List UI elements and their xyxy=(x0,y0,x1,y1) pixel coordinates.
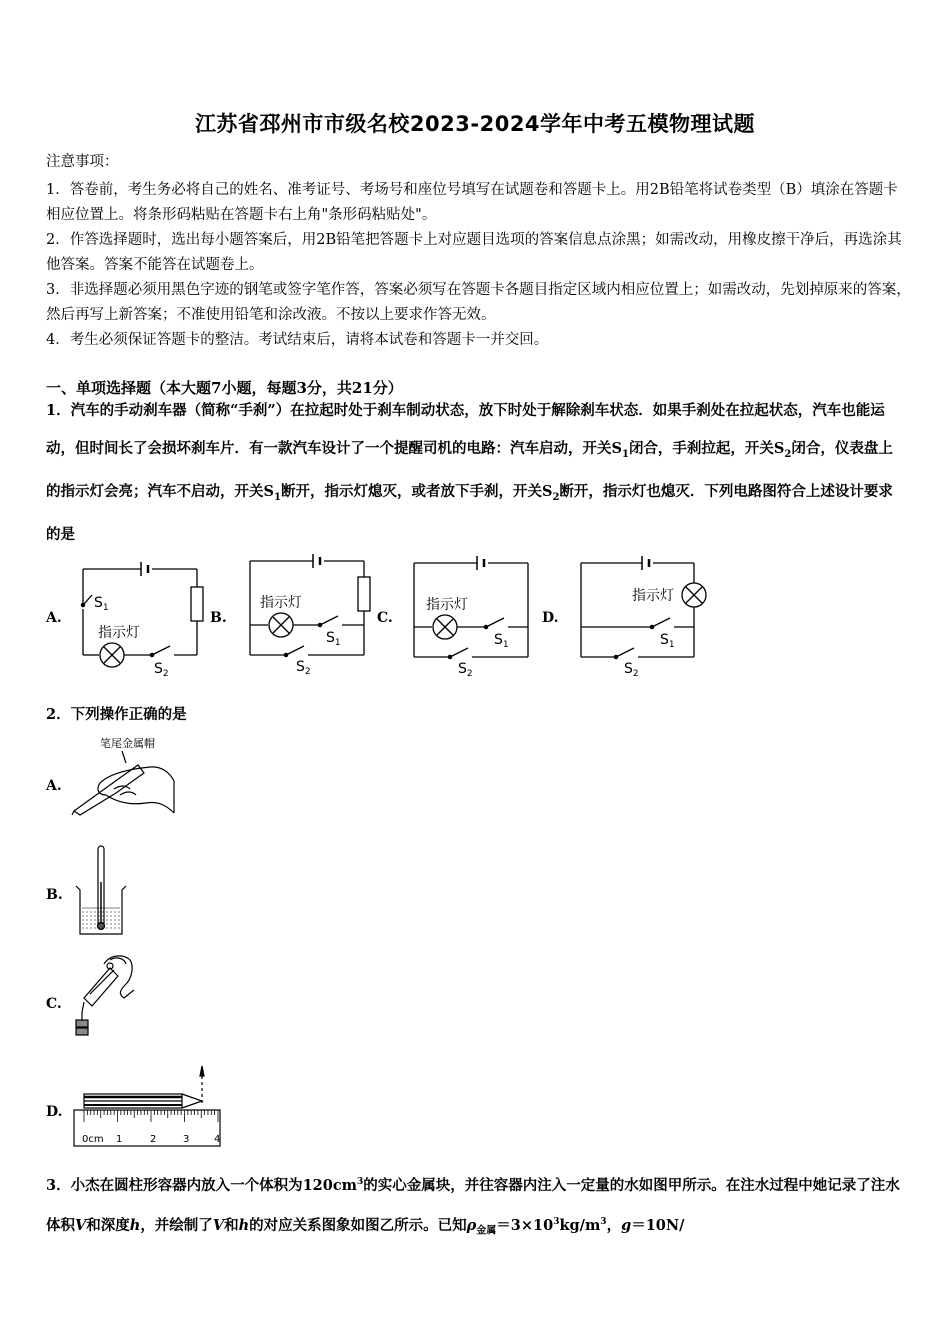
notice-item-4: 4．考生必须保证答题卡的整洁。考试结束后，请将本试卷和答题卡一并交回。 xyxy=(46,332,549,348)
page-title: 江苏省邳州市市级名校2023-2024学年中考五模物理试题 xyxy=(194,112,756,136)
q2-option-a-label: A. xyxy=(46,778,62,794)
circuit-d xyxy=(581,556,706,659)
circuit-c-lamp-label: 指示灯 xyxy=(426,597,468,613)
q1-option-a-label: A. xyxy=(46,610,62,626)
ruler-tick-4: 4 xyxy=(214,1134,221,1145)
ruler-tick-0: 0cm xyxy=(82,1134,104,1145)
q2-option-d-label: D. xyxy=(46,1104,63,1120)
question-2-text: 2．下列操作正确的是 xyxy=(46,706,187,723)
circuit-c-s1-label: $S_1$ xyxy=(494,632,509,650)
question-1-text: 1．汽车的手动刹车器（简称“手刹”）在拉起时处于刹车制动状态，放下时处于解除刹车状态．如果手刹处在拉起状态，汽车也能运动，但时间长了会损坏刹车片．有一款汽车设计了一个提醒司机的电路：汽车启动，开关$S_1$闭合，手刹拉起，开关$S_2$闭合，仪表盘上的指示灯会亮；汽车不启动，开关$S_1$断开，指示灯熄灭，或者放下手刹，开关$S_2$断开，指示灯也熄灭．下列电路图符合上述设计要求的是 xyxy=(46,402,893,544)
q1-circuit-diagrams xyxy=(0,545,950,685)
thermometer-beaker-illustration xyxy=(72,842,132,937)
circuit-b-lamp-label: 指示灯 xyxy=(260,595,302,611)
notice-item-2: 2．作答选择题时，选出每小题答案后，用2B铅笔把答题卡上对应题目选项的答案信息点涂黑；如需改动，用橡皮擦干净后，再选涂其他答案。答案不能答在试题卷上。 xyxy=(46,232,902,273)
circuit-d-s1-label: $S_1$ xyxy=(660,632,675,650)
q1-option-c-label: C. xyxy=(377,610,393,626)
q1-option-d-label: D. xyxy=(542,610,559,626)
notice-item-3: 3．非选择题必须用黑色字迹的钢笔或签字笔作答，答案必须写在答题卡各题目指定区域内相应位置上；如需改动，先划掉原来的答案，然后再写上新答案；不准使用铅笔和涂改液。不按以上要求作答无效。 xyxy=(46,282,911,323)
ruler-tick-1: 1 xyxy=(116,1134,123,1145)
pen-caption: 笔尾金属帽 xyxy=(100,737,155,750)
circuit-a-s2-label: $S_2$ xyxy=(154,661,169,679)
circuit-d-lamp-label: 指示灯 xyxy=(632,588,674,604)
q2-option-b-label: B. xyxy=(46,887,63,903)
ruler-tick-3: 3 xyxy=(183,1134,190,1145)
ruler-pencil-illustration xyxy=(72,1060,227,1152)
ruler-tick-2: 2 xyxy=(150,1134,157,1145)
circuit-a-lamp-label: 指示灯 xyxy=(98,625,140,641)
notice-item-1: 1．答卷前，考生务必将自己的姓名、准考证号、考场号和座位号填写在试题卷和答题卡上。用2B铅笔将试卷类型（B）填涂在答题卡相应位置上。将条形码粘贴在答题卡右上角"条形码粘贴处"。 xyxy=(46,182,898,223)
spring-scale-illustration xyxy=(70,950,140,1040)
circuit-d-s2-label: $S_2$ xyxy=(624,661,639,679)
question-3-text: 3．小杰在圆柱形容器内放入一个体积为$120cm^3$的实心金属块，并往容器内注入一定量的水如图甲所示。在注水过程中她记录了注水体积V和深度h，并绘制了V和h的对应关系图象如图乙所示。已知$\rho_{金属}=3\times 10^3kg/m^3$，g＝10N/ xyxy=(46,1176,900,1238)
notice-heading: 注意事项： xyxy=(46,154,119,170)
q2-option-c-label: C. xyxy=(46,996,62,1012)
circuit-b-s1-label: $S_1$ xyxy=(326,630,341,648)
section-heading: 一、单项选择题（本大题7小题，每题3分，共21分） xyxy=(46,379,403,397)
circuit-c-s2-label: $S_2$ xyxy=(458,661,473,679)
circuit-a xyxy=(81,562,203,667)
circuit-a-s1-label: $S_1$ xyxy=(94,595,109,613)
circuit-b-s2-label: $S_2$ xyxy=(296,659,311,677)
q1-option-b-label: B. xyxy=(210,610,227,626)
test-pen-illustration xyxy=(70,733,185,818)
